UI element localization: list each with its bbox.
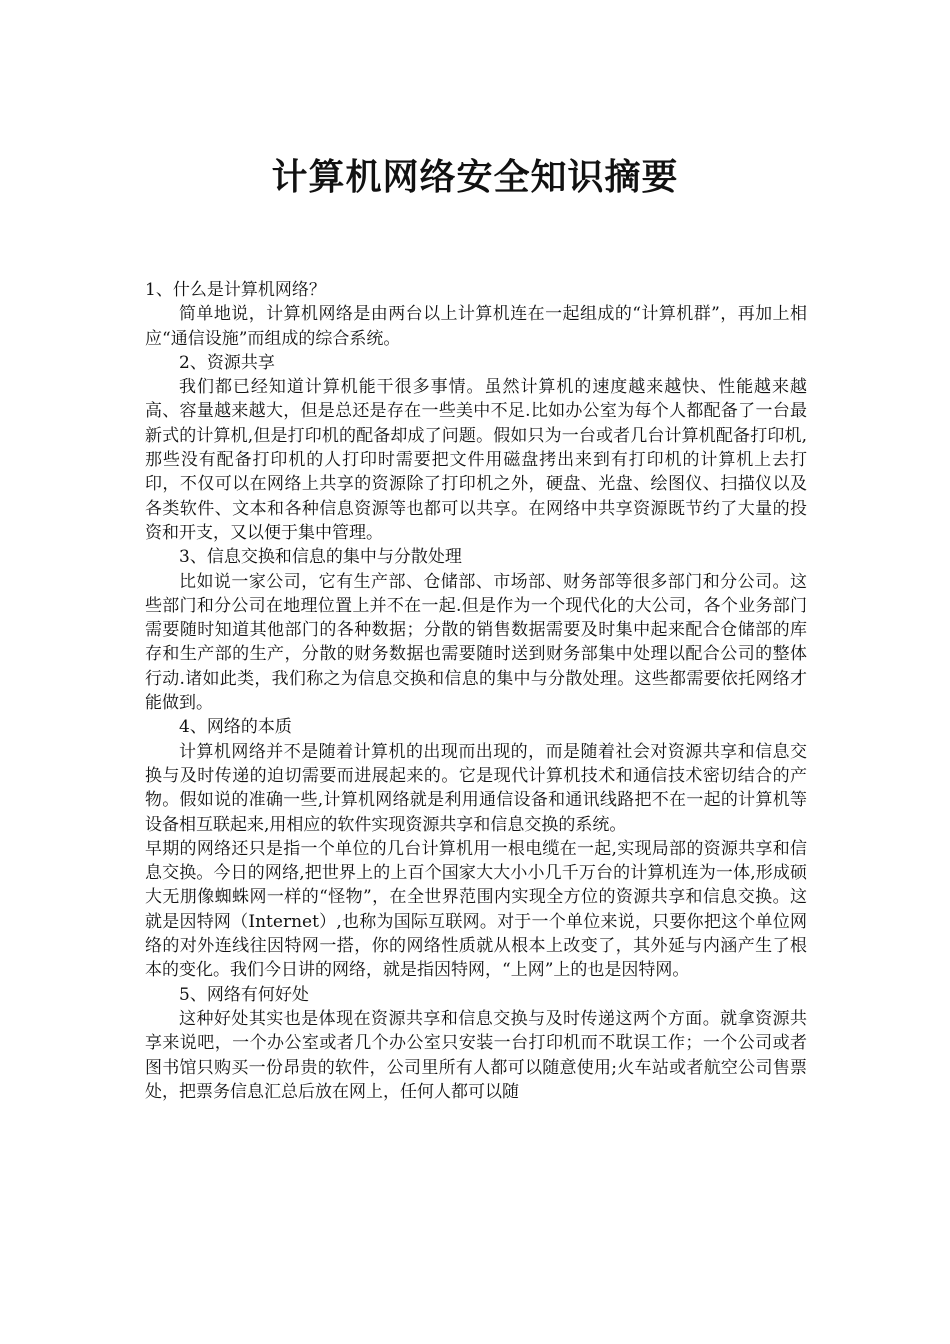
paragraph: 早期的网络还只是指一个单位的几台计算机用一根电缆在一起,实现局部的资源共享和信息交换。今日的网络,把世界上的上百个国家大大小小几千万台的计算机连为一体,形成硕大无朋像蜘蛛网一样的“怪物”，在全世界范围内实现全方位的资源共享和信息交换。这就是因特网（Internet）,也称为国际互联网。对于一个单位来说，只要你把这个单位网络的对外连线往因特网一搭，你的网络性质就从根本上改变了，其外延与内涵产生了根本的变化。我们今日讲的网络，就是指因特网，“上网”上的也是因特网。 — [145, 838, 807, 981]
paragraph-heading-1: 1、什么是计算机网络？ — [145, 280, 326, 300]
paragraph: 计算机网络并不是随着计算机的出现而出现的，而是随着社会对资源共享和信息交换与及时传递的迫切需要而进展起来的。它是现代计算机技术和通信技术密切结合的产物。假如说的准确一些,计算机网络就是利用通信设备和通讯线路把不在一起的计算机等设备相互联起来,用相应的软件实现资源共享和信息交换的系统。 — [145, 741, 807, 835]
paragraph-heading-3: 3、信息交换和信息的集中与分散处理 — [179, 547, 462, 568]
paragraph: 这种好处其实也是体现在资源共享和信息交换与及时传递这两个方面。就拿资源共享来说吧，一个办公室或者几个办公室只安装一台打印机而不耽误工作；一个公司或者图书馆只购买一份昂贵的软件，公司里所有人都可以随意使用;火车站或者航空公司售票处，把票务信息汇总后放在网上，任何人都可以随 — [145, 1008, 807, 1102]
paragraph: 简单地说，计算机网络是由两台以上计算机连在一起组成的“计算机群”，再加上相应“通信设施”而组成的综合系统。 — [145, 304, 807, 349]
document-body — [145, 278, 807, 1104]
document-title: 计算机网络安全知识摘要 — [271, 156, 679, 198]
paragraph-heading-4: 4、网络的本质 — [179, 717, 292, 738]
paragraph-heading-5: 5、网络有何好处 — [179, 984, 309, 1005]
paragraph-heading-2: 2、资源共享 — [179, 352, 275, 373]
paragraph: 比如说一家公司，它有生产部、仓储部、市场部、财务部等很多部门和分公司。这些部门和分公司在地理位置上并不在一起.但是作为一个现代化的大公司，各个业务部门需要随时知道其他部门的各种数据；分散的销售数据需要及时集中起来配合仓储部的库存和生产部的生产，分散的财务数据也需要随时送到财务部集中处理以配合公司的整体行动.诸如此类，我们称之为信息交换和信息的集中与分散处理。这些都需要依托网络才能做到。 — [145, 571, 807, 714]
paragraph: 我们都已经知道计算机能干很多事情。虽然计算机的速度越来越快、性能越来越高、容量越来越大，但是总还是存在一些美中不足.比如办公室为每个人都配备了一台最新式的计算机,但是打印机的配备却成了问题。假如只为一台或者几台计算机配备打印机,那些没有配备打印机的人打印时需要把文件用磁盘拷出来到有打印机的计算机上去打印，不仅可以在网络上共享的资源除了打印机之外，硬盘、光盘、绘图仪、扫描仪以及各类软件、文本和各种信息资源等也都可以共享。在网络中共享资源既节约了大量的投资和开支，又以便于集中管理。 — [145, 377, 807, 543]
